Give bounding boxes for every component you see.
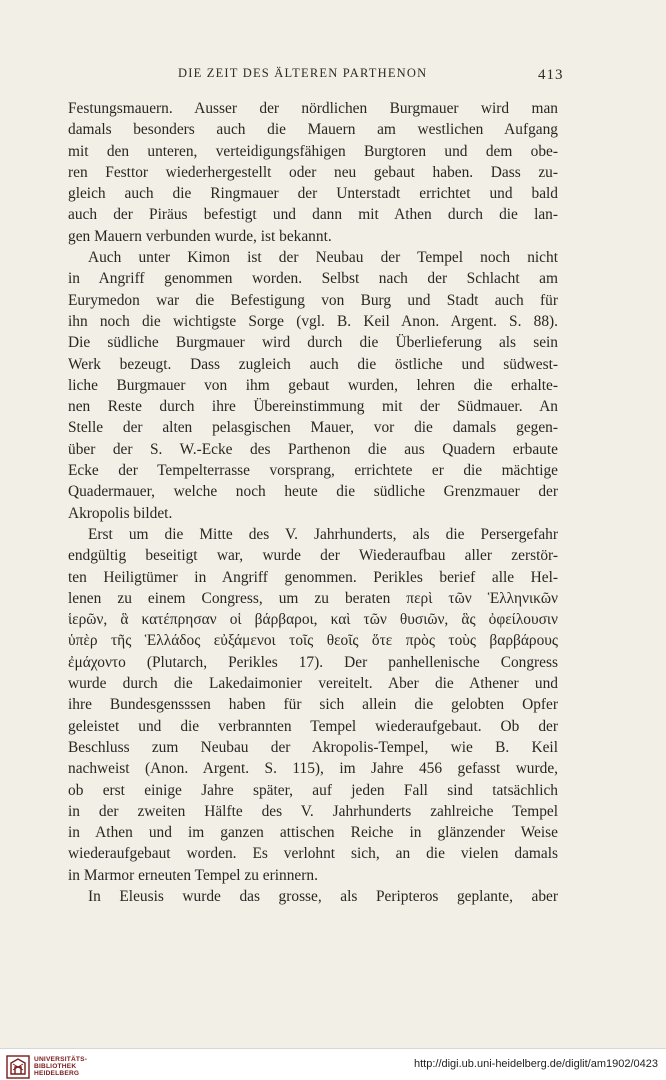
text-line: Werk bezeugt. Dass zugleich auch die östliche und südwest-	[68, 355, 558, 373]
logo-line: HEIDELBERG	[34, 1070, 80, 1077]
viewer-footer	[0, 1048, 666, 1080]
text-line: gleich auch die Ringmauer der Unterstadt errichtet und bald	[68, 185, 558, 203]
text-line: Quadermauer, welche noch heute die südliche Grenzmauer der	[68, 483, 558, 501]
text-line: Eurymedon war die Befestigung von Burg und Stadt auch für	[68, 291, 558, 309]
text-line: lenen zu einem Congress, um zu beraten περὶ τῶν Ἑλληνικῶν	[68, 589, 558, 607]
text-line: in der zweiten Hälfte des V. Jahrhunderts zahlreiche Tempel	[68, 802, 558, 820]
logo-line: UNIVERSITÄTS-	[34, 1056, 88, 1063]
page-number: 413	[538, 67, 564, 83]
text-line: geleistet und die verbrannten Tempel wiederaufgebaut. Ob der	[68, 717, 558, 735]
text-line: ren Festtor wiederhergestellt oder neu gebaut haben. Dass zu-	[68, 163, 558, 181]
text-line: ob erst einige Jahre später, auf jeden Fall sind tatsächlich	[68, 781, 558, 799]
text-line: ten Heiligtümer in Angriff genommen. Perikles berief alle Hel-	[68, 568, 558, 586]
text-line: nachweist (Anon. Argent. S. 115), im Jahre 456 gefasst wurde,	[68, 760, 558, 778]
text-line: Erst um die Mitte des V. Jahrhunderts, als die Persergefahr	[88, 525, 558, 543]
text-line: gen Mauern verbunden wurde, ist bekannt.	[68, 227, 332, 245]
running-title: DIE ZEIT DES ÄLTEREN PARTHENON	[178, 66, 428, 80]
text-line: ihn noch die wichtigste Sorge (vgl. B. Keil Anon. Argent. S. 88).	[68, 312, 558, 330]
text-line: in Marmor erneuten Tempel zu erinnern.	[68, 866, 318, 884]
text-line: Festungsmauern. Ausser der nördlichen Burgmauer wird man	[68, 100, 558, 117]
text-line: Stelle der alten pelasgischen Mauer, vor die damals gegen-	[68, 419, 558, 437]
text-line: In Eleusis wurde das grosse, als Peripteros geplante, aber	[88, 887, 558, 905]
text-line: über der S. W.-Ecke des Parthenon die aus Quadern erbaute	[68, 440, 558, 458]
text-line: nen Reste durch ihre Übereinstimmung mit der Südmauer. An	[68, 398, 558, 416]
text-line: wurde durch die Lakedaimonier vereitelt. Aber die Athener und	[68, 675, 558, 693]
text-line: ἐμάχοντο (Plutarch, Perikles 17). Der panhellenische Congress	[68, 653, 558, 671]
text-line: Beschluss zum Neubau der Akropolis-Tempel, wie B. Keil	[68, 738, 558, 756]
university-library-seal-icon	[6, 1055, 30, 1079]
text-line: Auch unter Kimon ist der Neubau der Tempel noch nicht	[88, 249, 558, 267]
text-line: Ecke der Tempelterrasse vorsprang, errichtete er die mächtige	[68, 462, 558, 480]
text-line: ὑπὲρ τῆς Ἑλλάδος εὐξάμενοι τοῖς θεοῖς ὅτε πρὸς τοὺς βαρβάρους	[68, 632, 558, 650]
library-logo-text	[34, 1056, 87, 1077]
body-text	[68, 98, 558, 907]
text-line: ihre Bundesgensssen haben für sich allein die gelobten Opfer	[68, 696, 558, 714]
text-line: wiederaufgebaut worden. Es verlohnt sich, an die vielen damals	[68, 845, 558, 863]
text-line: in Athen und im ganzen attischen Reiche in glänzender Weise	[68, 824, 558, 842]
text-line: in Angriff genommen worden. Selbst nach der Schlacht am	[68, 270, 558, 288]
text-line: auch der Piräus befestigt und dann mit Athen durch die lan-	[68, 206, 558, 224]
text-line: endgültig beseitigt war, wurde der Wiederaufbau aller zerstör-	[68, 547, 558, 565]
logo-line: BIBLIOTHEK	[34, 1063, 77, 1070]
text-line: Akropolis bildet.	[68, 504, 173, 522]
text-line: Die südliche Burgmauer wird durch die Überlieferung als sein	[68, 334, 558, 352]
text-line: ἱερῶν, ἃ κατέπρησαν οἱ βάρβαροι, καὶ τῶν θυσιῶν, ἃς ὀφείλουσιν	[68, 611, 558, 629]
text-line: mit den unteren, verteidigungsfähigen Burgtoren und dem obe-	[68, 142, 558, 160]
text-line: damals besonders auch die Mauern am westlichen Aufgang	[68, 121, 558, 139]
text-line: liche Burgmauer von ihm gebaut wurden, lehren die erhalte-	[68, 376, 558, 394]
permalink-url[interactable]: http://digi.ub.uni-heidelberg.de/diglit/am1902/0423	[413, 1058, 658, 1070]
